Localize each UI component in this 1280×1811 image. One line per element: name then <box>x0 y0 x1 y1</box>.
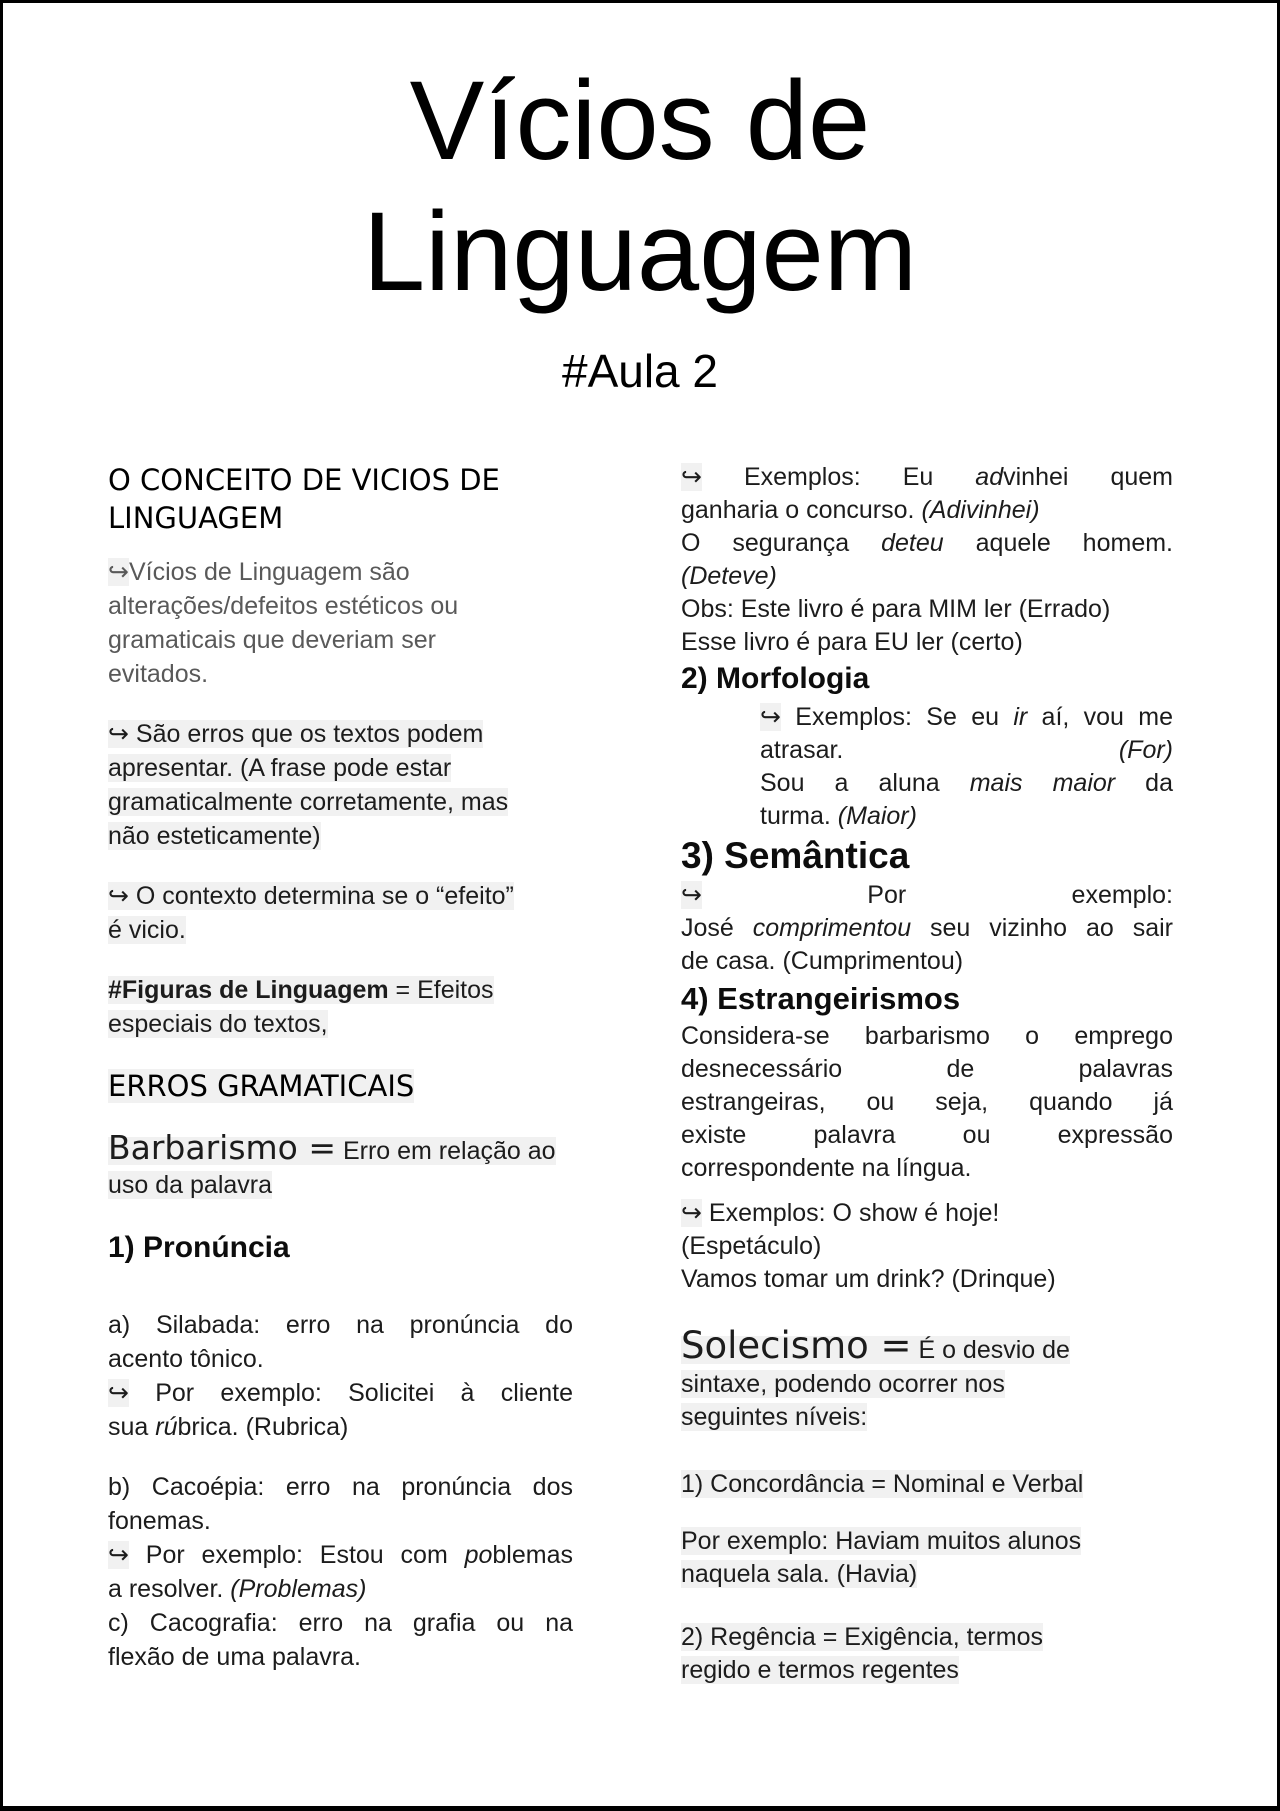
paragraph-figuras-linguagem <box>108 973 573 1041</box>
heading-line: LINGUAGEM <box>108 501 284 535</box>
text-line <box>681 1324 1173 1368</box>
italic-run: (Maior) <box>837 802 917 830</box>
example-show <box>681 1197 1173 1263</box>
italic-run: ir <box>1013 703 1028 731</box>
heading-semantica: 3) Semântica <box>681 835 910 876</box>
hook-arrow-icon: ↪ <box>108 1541 129 1569</box>
text-run: = Efeitos <box>388 976 494 1004</box>
paragraph-erros-textos <box>108 717 573 853</box>
text-line: gramaticais que deveriam ser <box>108 626 436 654</box>
text-line: sintaxe, podendo ocorrer nos <box>681 1370 1005 1398</box>
text-line: 2) Regência = Exigência, termos <box>681 1623 1043 1651</box>
text-line: alterações/defeitos estéticos ou <box>108 592 459 620</box>
text-line: existe palavra ou expressão <box>681 1121 1173 1149</box>
hook-arrow-icon: ↪ <box>108 558 129 586</box>
heading-conceito <box>108 461 573 537</box>
note-esse-livro: Esse livro é para EU ler (certo) <box>681 628 1023 656</box>
text-line: José comprimentou seu vizinho ao sair <box>681 914 1173 942</box>
text-line <box>108 1376 573 1410</box>
term-solecismo: Solecismo = <box>681 1324 912 1367</box>
right-column <box>681 461 1173 1687</box>
item-silabada <box>108 1308 573 1376</box>
heading-estrangeirismos: 4) Estrangeirismos <box>681 981 961 1016</box>
heading-pronuncia: 1) Pronúncia <box>108 1231 290 1264</box>
paragraph-estrangeirismos <box>681 1020 1173 1185</box>
text-line: Sou a aluna mais maior da <box>760 769 1173 797</box>
text-line <box>108 879 573 913</box>
text-run: Por exemplo: Solicitei à cliente <box>128 1379 573 1407</box>
text-line: especiais do textos, <box>108 1010 328 1038</box>
item-concordancia: 1) Concordância = Nominal e Verbal <box>681 1470 1084 1498</box>
paragraph-contexto <box>108 879 573 947</box>
paragraph-barbarismo <box>108 1129 573 1202</box>
page-title <box>3 55 1277 317</box>
text-line: correspondente na língua. <box>681 1154 972 1182</box>
italic-run: rú <box>155 1413 178 1441</box>
two-column-layout <box>108 461 1277 1687</box>
text-line: ↪ Por exemplo: Estou com poblemas <box>108 1541 573 1569</box>
text-line: c) Cacografia: erro na grafia ou na <box>108 1609 573 1637</box>
page-subtitle: #Aula 2 <box>561 345 718 397</box>
text-run: Erro em relação ao <box>336 1137 556 1165</box>
text-run: É o desvio de <box>911 1336 1070 1364</box>
paragraph-definicao-vicios <box>108 555 573 691</box>
indented-examples <box>760 701 1173 833</box>
text-line: (Espetáculo) <box>681 1232 822 1260</box>
term-barbarismo: Barbarismo = <box>108 1128 337 1167</box>
text-line: não esteticamente) <box>108 822 321 850</box>
text-line: fonemas. <box>108 1507 211 1535</box>
text-line: ↪ Exemplos: Se eu ir aí, vou me <box>760 703 1173 731</box>
text-line: regido e termos regentes <box>681 1656 959 1684</box>
text-line: naquela sala. (Havia) <box>681 1560 918 1588</box>
text-line: ganharia o concurso. (Adivinhei) <box>681 496 1040 524</box>
text-line: gramaticalmente corretamente, mas <box>108 788 509 816</box>
example-haviam <box>681 1525 1173 1591</box>
hook-arrow-icon: ↪ <box>681 463 702 491</box>
text-line: estrangeiras, ou seja, quando já <box>681 1088 1173 1116</box>
text-line <box>108 717 573 751</box>
text-line: uso da palavra <box>108 1171 273 1199</box>
text-line: de casa. (Cumprimentou) <box>681 947 964 975</box>
example-silabada <box>108 1376 573 1444</box>
italic-run: deteu <box>881 529 944 557</box>
text-line <box>681 560 1173 593</box>
item-regencia <box>681 1621 1173 1687</box>
term-figuras: #Figuras de Linguagem <box>108 976 389 1004</box>
note-obs-mim: Obs: Este livro é para MIM ler (Errado) <box>681 595 1111 623</box>
text-line: O segurança deteu aquele homem. <box>681 529 1173 557</box>
text-line: sua rúbrica. (Rubrica) <box>108 1413 349 1441</box>
example-comprimentou <box>681 879 1173 978</box>
heading-line: O CONCEITO DE VICIOS DE <box>108 463 500 497</box>
text-line <box>108 1129 573 1168</box>
text-line: atrasar. (For) <box>760 736 1173 764</box>
example-advinhei <box>681 461 1173 527</box>
heading-erros-gramaticais: ERROS GRAMATICAIS <box>108 1069 415 1103</box>
title-line-1: Vícios de <box>409 58 871 183</box>
hook-arrow-icon: ↪ <box>760 703 781 731</box>
text-line: apresentar. (A frase pode estar <box>108 754 452 782</box>
text-run: São erros que os textos podem <box>128 720 484 748</box>
item-cacoepia <box>108 1470 573 1538</box>
text-line: Por exemplo: Haviam muitos alunos <box>681 1527 1082 1555</box>
text-line: ↪ Exemplos: O show é hoje! <box>681 1199 1000 1227</box>
text-line: flexão de uma palavra. <box>108 1643 361 1671</box>
text-line: b) Cacoépia: erro na pronúncia dos <box>108 1473 573 1501</box>
text-line: Considera-se barbarismo o emprego <box>681 1022 1173 1050</box>
italic-run: (For) <box>1118 736 1173 764</box>
hook-arrow-icon: ↪ <box>681 1199 702 1227</box>
text-line <box>108 973 573 1007</box>
text-line <box>108 555 573 589</box>
text-line: turma. (Maior) <box>760 802 917 830</box>
italic-run: mais <box>969 769 1023 797</box>
text-run: Vícios de Linguagem são <box>128 558 410 586</box>
text-line: é vicio. <box>108 916 186 944</box>
text-run: O contexto determina se o “efeito” <box>128 882 514 910</box>
italic-run: po <box>464 1541 493 1569</box>
hook-arrow-icon: ↪ <box>108 1379 129 1407</box>
text-line: desnecessário de palavras <box>681 1055 1173 1083</box>
example-drink: Vamos tomar um drink? (Drinque) <box>681 1265 1056 1293</box>
title-line-2: Linguagem <box>362 189 918 314</box>
heading-morfologia: 2) Morfologia <box>681 662 870 695</box>
text-line: evitados. <box>108 660 209 688</box>
example-se-eu-ir <box>760 701 1173 767</box>
hook-arrow-icon: ↪ <box>108 882 129 910</box>
text-line: a) Silabada: erro na pronúncia do <box>108 1311 573 1339</box>
italic-run: ad <box>975 463 1004 491</box>
item-cacografia <box>108 1606 573 1674</box>
example-cacoepia <box>108 1538 573 1606</box>
example-mais-maior <box>760 767 1173 833</box>
text-line: a resolver. (Problemas) <box>108 1575 367 1603</box>
text-line: ↪ Por exemplo: <box>681 881 1173 909</box>
italic-run: (Problemas) <box>230 1575 367 1603</box>
left-column <box>108 461 573 1687</box>
italic-run: (Adivinhei) <box>921 496 1040 524</box>
italic-run: (Deteve) <box>681 562 777 590</box>
text-line: ↪ Exemplos: Eu advinhei quem <box>681 463 1173 491</box>
paragraph-solecismo <box>681 1324 1173 1434</box>
text-line: seguintes níveis: <box>681 1403 868 1431</box>
example-deteu <box>681 527 1173 593</box>
text-line: acento tônico. <box>108 1345 264 1373</box>
italic-run: comprimentou <box>752 914 912 942</box>
italic-run: maior <box>1052 769 1116 797</box>
hook-arrow-icon: ↪ <box>681 881 702 909</box>
hook-arrow-icon: ↪ <box>108 720 129 748</box>
